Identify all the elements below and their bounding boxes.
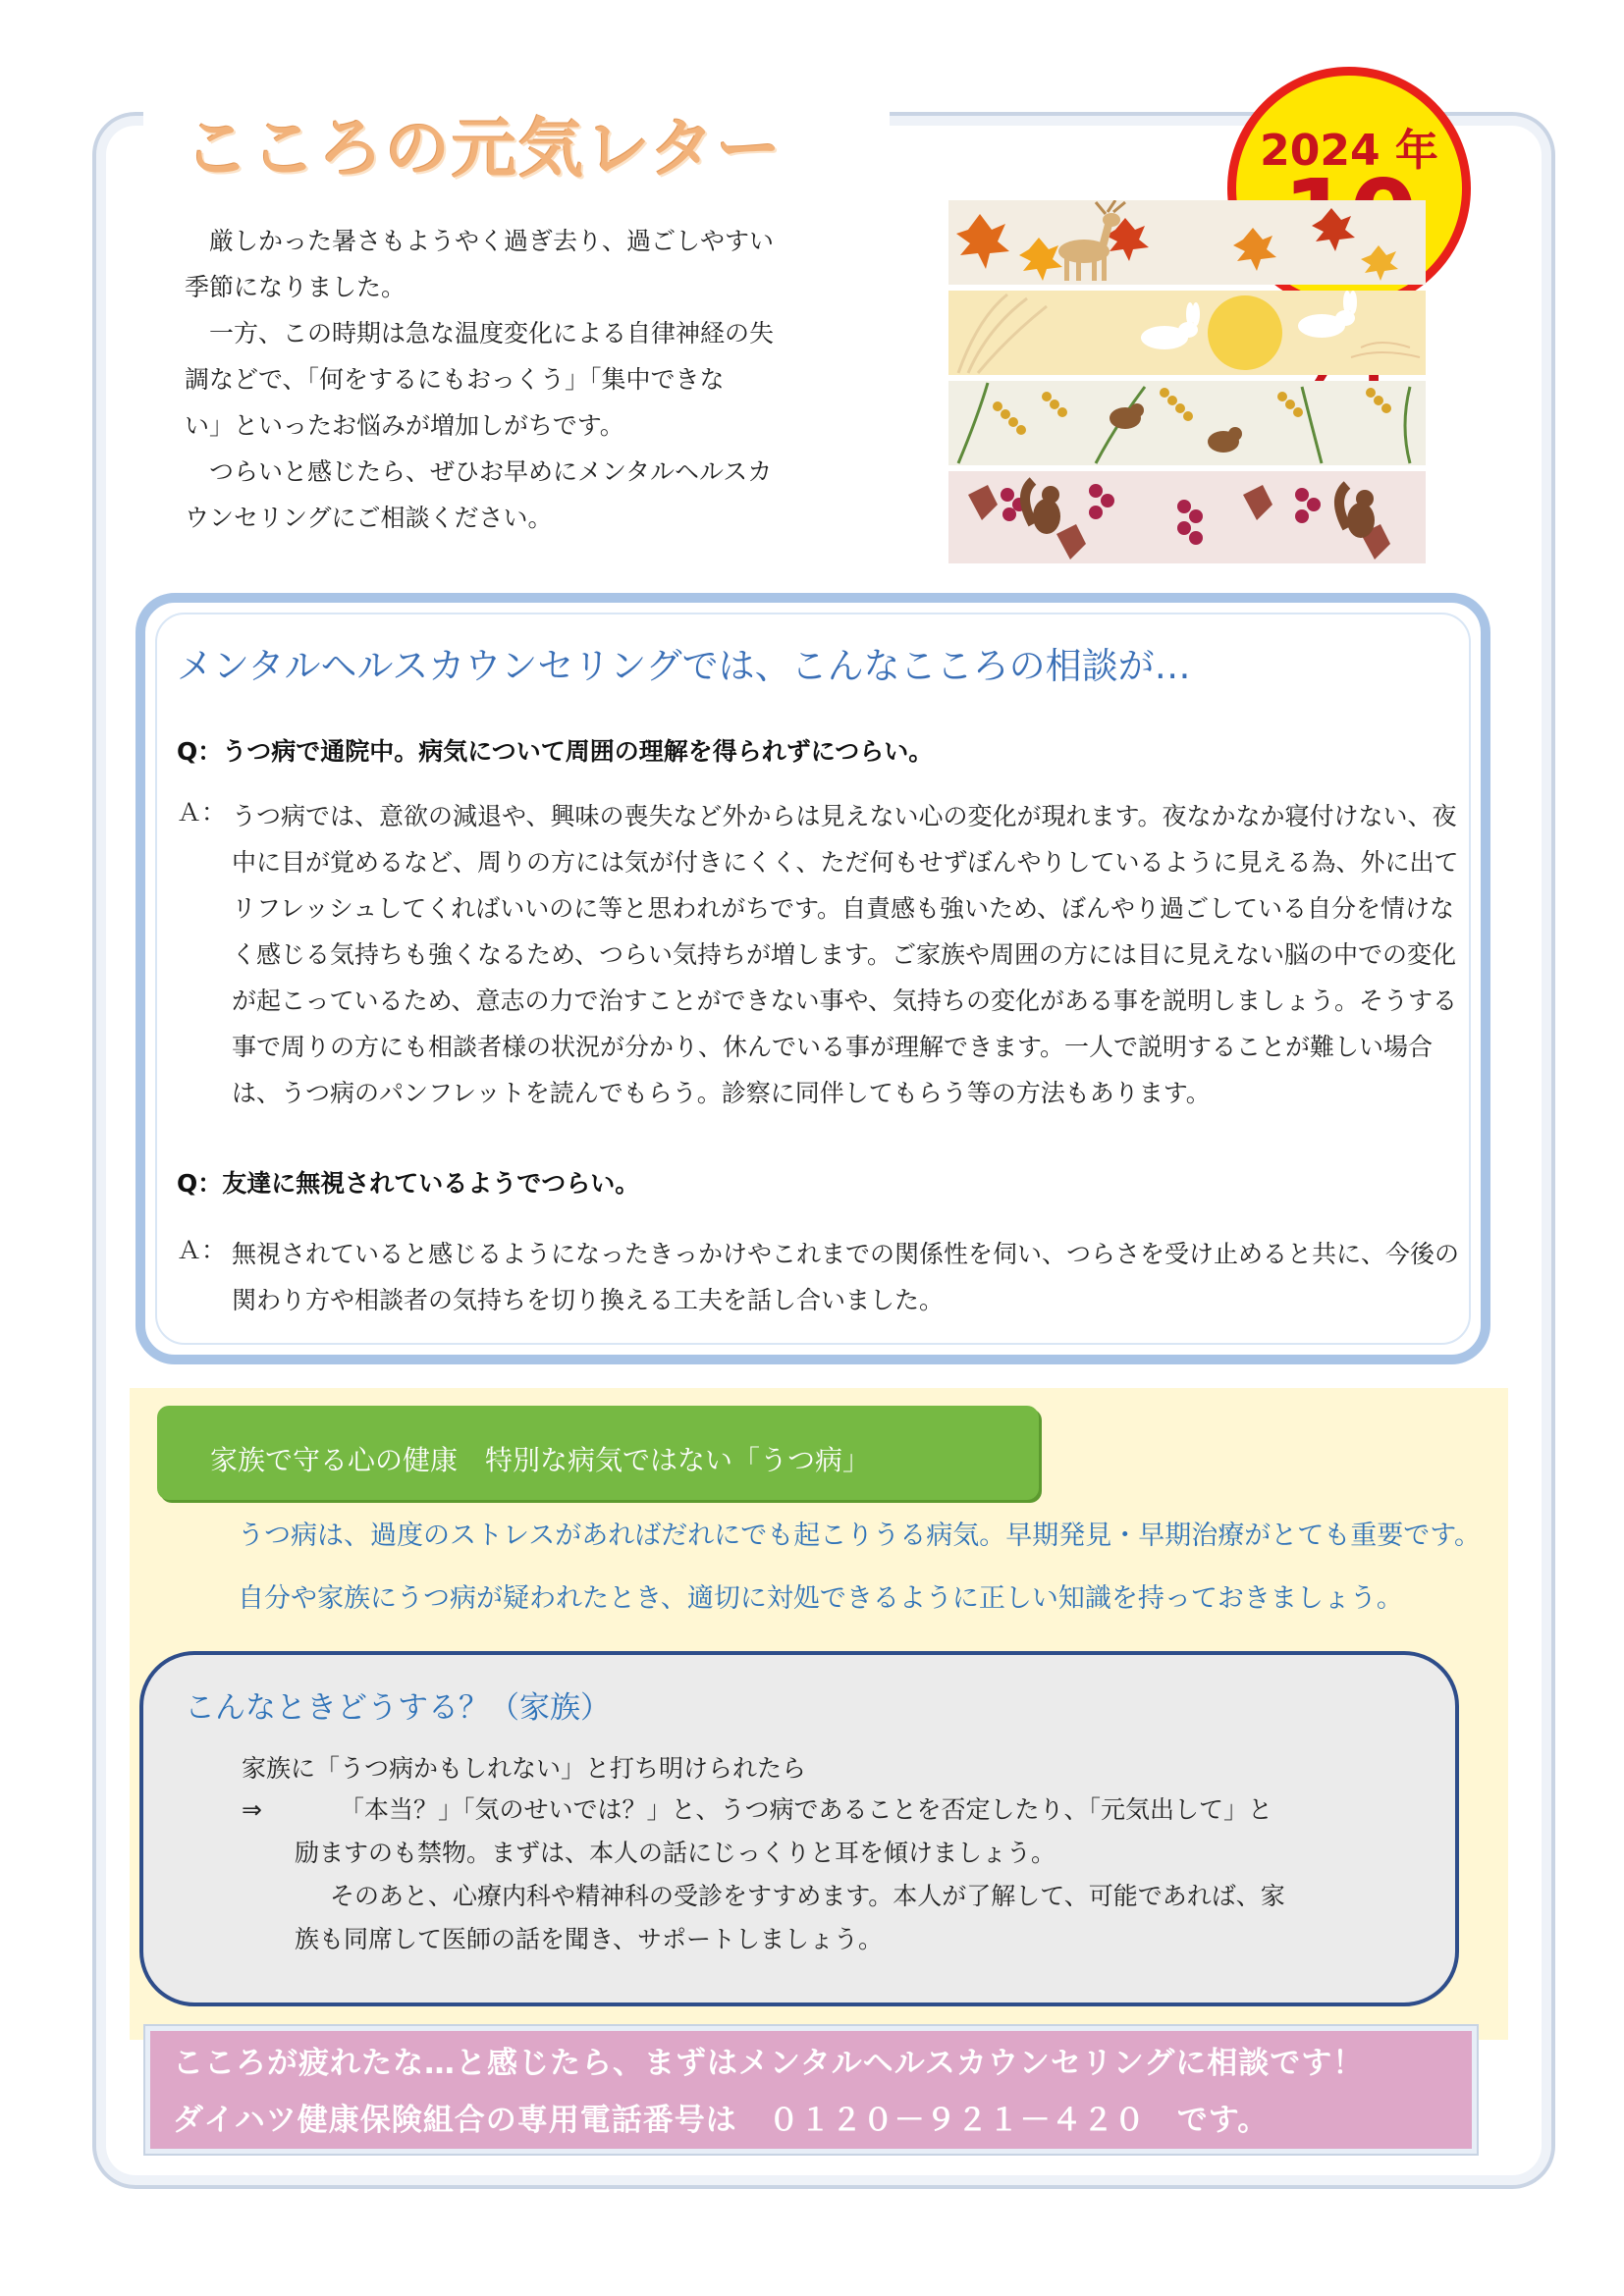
advice-line-3: 励ますのも禁物。まずは、本人の話にじっくりと耳を傾けましょう。 <box>295 1839 1056 1867</box>
question-1: Q：うつ病で通院中。病気について周囲の理解を得られずにつらい。 <box>177 737 934 766</box>
answer-1: うつ病では、意欲の減退や、興味の喪失など外からは見えない心の変化が現れます。夜なかなか寝付けない、夜中に目が覚めるなど、周りの方には気が付きにくく、ただ何もせずぼんやりしているように見える為、外に出てリフレッシュしてくればいいのに等と思われがちです。自責感も強いため、ぼんやり過ごしている自分を情けなく感じる気持ちも強くなるため、つらい気持ちが増します。ご家族や周囲の方には目に見えない脳の中での変化が起こっているため、意志の力で治すことができない事や、気持ちの変化がある事を説明しましょう。そうする事で周りの方にも相談者様の状況が分かり、休んでいる事が理解できます。一人で説明することが難しい場合は、うつ病のパンフレットを読んでもらう。診察に同伴してもらう等の方法もあります。 <box>232 802 1459 1107</box>
page-title: こころの元気レター <box>185 111 784 187</box>
family-intro-line-1: うつ病は、過度のストレスがあればだれにでも起こりうる病気。早期発見・早期治療がとても重要です。 <box>238 1521 1482 1551</box>
advice-line-1: 家族に「うつ病かもしれない」と打ち明けられたら <box>242 1754 807 1783</box>
family-section-title: 家族で守る心の健康 特別な病気ではない「うつ病」 <box>210 1444 871 1476</box>
advice-heading: こんなときどうする？（家族） <box>185 1690 611 1726</box>
footer-phone-line: ダイハツ健康保険組合の専用電話番号は ０１２０－９２１－４２０ です。 <box>173 2103 1270 2138</box>
family-intro-line-2: 自分や家族にうつ病が疑われたとき、適切に対処できるように正しい知識を持っておきましょう。 <box>238 1583 1403 1614</box>
badge-year: 2024 年 <box>1260 126 1438 176</box>
answer-1-mark: Ａ： <box>177 798 227 827</box>
moon-icon <box>1208 295 1282 370</box>
advice-line-2: 「本当？」「気のせいでは？」と、うつ病であることを否定したり、「元気出して」と <box>340 1795 1273 1824</box>
answer-2: 無視されていると感じるようになったきっかけやこれまでの関係性を伺い、つらさを受け止めると共に、今後の関わり方や相談者の気持ちを切り換える工夫を話し合いました。 <box>232 1240 1460 1314</box>
autumn-illustration <box>948 200 1426 563</box>
intro-text: 厳しかった暑さもようやく過ぎ去り、過ごしやすい 季節になりました。 一方、この時期は急な温度変化による自律神経の失 調などで、「何をするにもおっくう」「集中できな い」といったお悩みが増加しがちです。 つらいと感じたら、ぜひお早めにメンタルヘルスカ ウンセリングにご相談ください。 <box>185 227 775 532</box>
counseling-heading: メンタルヘルスカウンセリングでは、こんなこころの相談が… <box>177 645 1191 687</box>
advice-line-5: 族も同席して医師の話を聞き、サポートしましょう。 <box>295 1925 884 1953</box>
arrow-icon: ⇒ <box>242 1795 262 1824</box>
question-2: Q：友達に無視されているようでつらい。 <box>177 1169 640 1198</box>
answer-2-mark: Ａ： <box>177 1236 227 1264</box>
footer-line-1: こころが疲れたな…と感じたら、まずはメンタルヘルスカウンセリングに相談です！ <box>173 2046 1365 2081</box>
advice-line-4: そのあと、心療内科や精神科の受診をすすめます。本人が了解して、可能であれば、家 <box>330 1882 1285 1910</box>
